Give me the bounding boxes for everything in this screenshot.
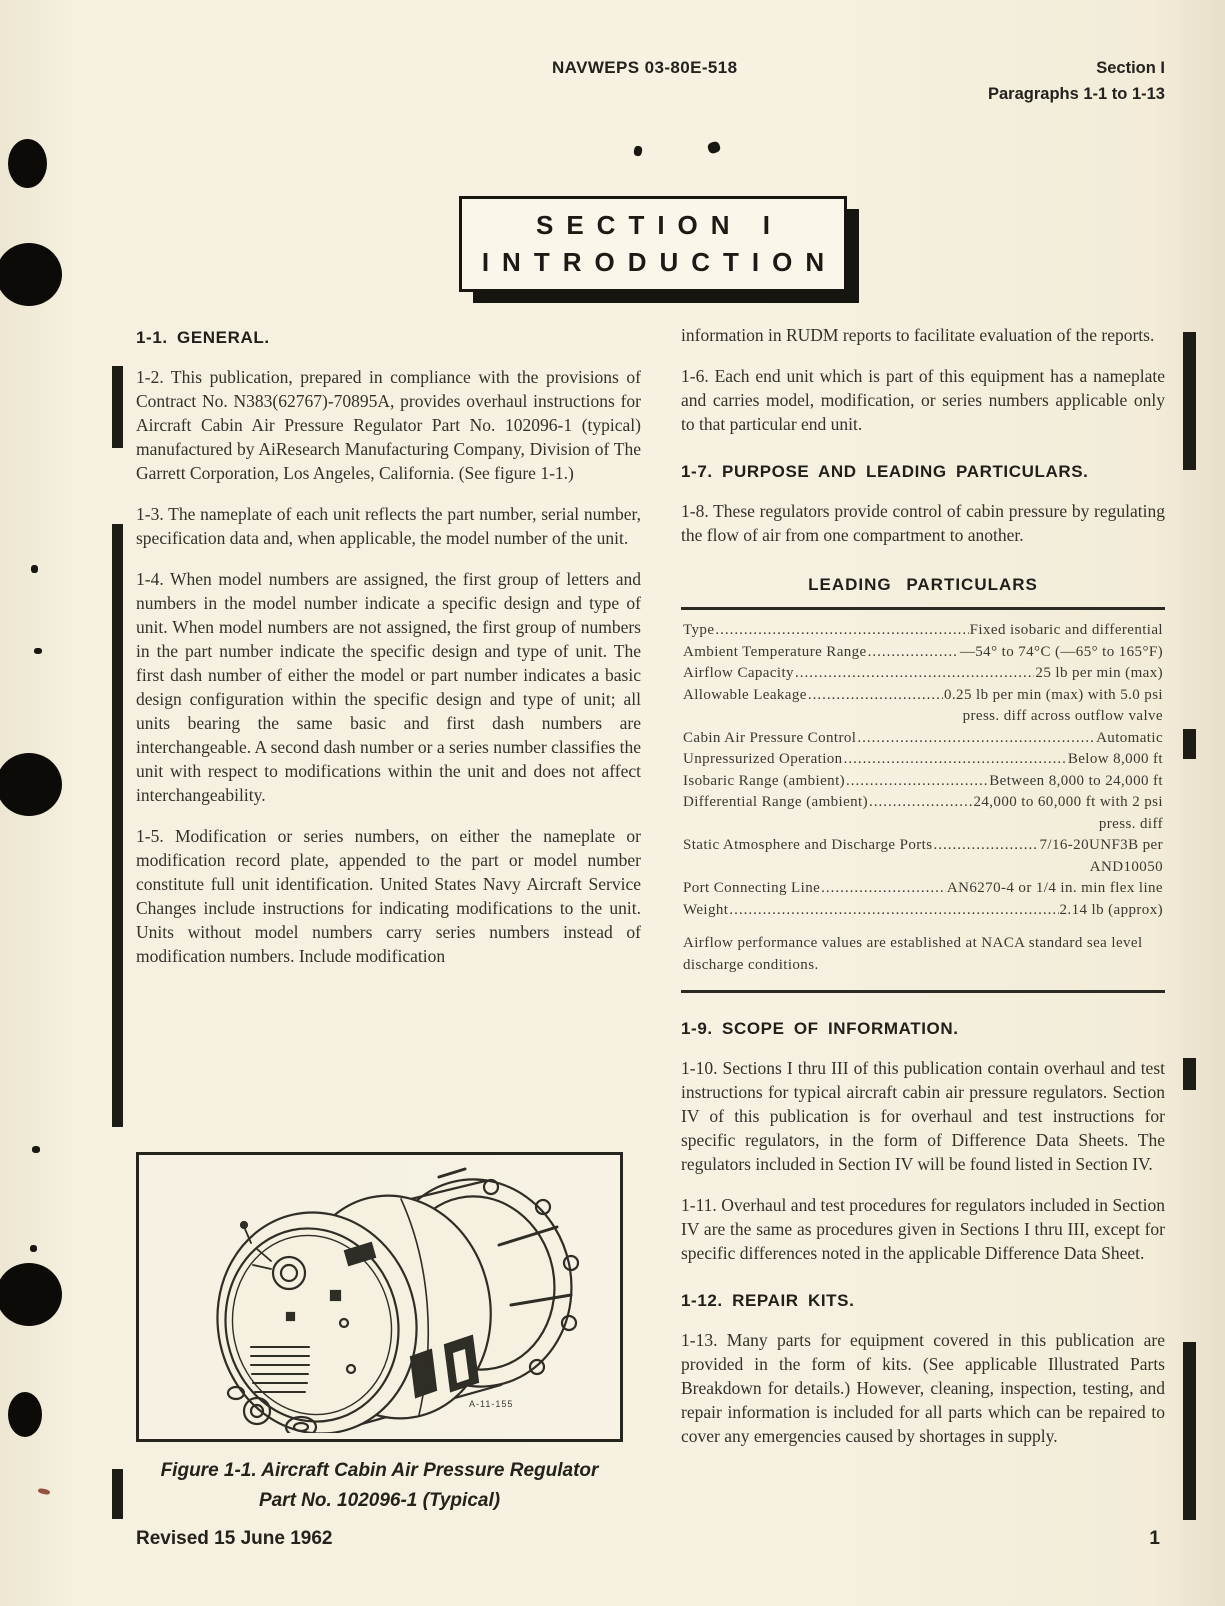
dot-leader: [844, 749, 1067, 771]
dot-leader: [857, 728, 1095, 750]
particulars-row: Differential Range (ambient) ..... 24,000 to 60,000 ft with 2 psi: [683, 792, 1163, 814]
ink-speck: [38, 1488, 51, 1495]
dot-leader: [729, 900, 1058, 922]
paragraph-1-8: 1-8. These regulators provide control of cabin pressure by regulating the flow of air from one compartment to another.: [681, 501, 1165, 545]
leading-particulars-table: [681, 607, 1165, 993]
doc-number: NAVWEPS 03-80E-518: [552, 58, 738, 77]
binder-hole: [0, 1263, 62, 1326]
change-bar: [1183, 1342, 1196, 1520]
dot-leader: [715, 620, 968, 642]
heading-1-1: 1-1. GENERAL.: [136, 328, 270, 347]
binder-hole: [8, 139, 47, 188]
header-right: [865, 55, 1165, 107]
section-title-line1: SECTION I: [535, 210, 783, 240]
dot-leader: [821, 878, 946, 900]
leading-particulars-title: LEADING PARTICULARS: [808, 575, 1038, 594]
particulars-row: Cabin Air Pressure Control ..... Automatic: [683, 728, 1163, 750]
particulars-row: Unpressurized Operation ..... Below 8,000 ft: [683, 749, 1163, 771]
change-bar: [112, 524, 123, 1127]
particulars-row: Isobaric Range (ambient) ..... Between 8,000 to 24,000 ft: [683, 771, 1163, 793]
figure-art-number: A-11-155: [469, 1399, 514, 1409]
particulars-row: Airflow Capacity ..... 25 lb per min (max): [683, 663, 1163, 685]
ink-speck: [633, 145, 642, 156]
dot-leader: [846, 771, 988, 793]
change-bar: [1183, 729, 1196, 759]
particulars-row: Allowable Leakage ..... 0.25 lb per min (max) with 5.0 psi: [683, 685, 1163, 707]
heading-1-12: 1-12. REPAIR KITS.: [681, 1291, 855, 1310]
figure-1-1-caption: [136, 1456, 623, 1516]
particulars-row: Static Atmosphere and Discharge Ports ..... 7/16-20UNF3B per: [683, 835, 1163, 857]
dot-leader: [868, 642, 959, 664]
particulars-continuation: AND10050: [1089, 858, 1163, 875]
change-bar: [112, 1469, 123, 1519]
binder-hole: [0, 243, 62, 306]
paragraph-1-13: 1-13. Many parts for equipment covered in this publication are provided in the form of kits. (See applicable Illustrated Parts Breakdown for details.) However, cleaning, inspection, testing, and repair information is included for all parts which can be repaired to cover any emergencies caused by shortages in supply.: [681, 1330, 1165, 1446]
paragraph-1-6: 1-6. Each end unit which is part of this equipment has a nameplate and carries model, modification, or series numbers applicable only to that particular end unit.: [681, 366, 1165, 434]
figure-caption-line2: Part No. 102096-1 (Typical): [258, 1490, 501, 1511]
particulars-row: Type ..... Fixed isobaric and differential: [683, 620, 1163, 642]
right-column: [681, 323, 1165, 1465]
paragraph-1-4: 1-4. When model numbers are assigned, the first group of letters and numbers in the model number indicate a specific design and type of unit. When model numbers are not assigned, the first group of numbers in the part number indicate the specific design and type of unit. The first dash number of either the model or part number indicates a basic design configuration within the specific design and type of unit; all units bearing the same basic and first dash numbers are interchangeable. A second dash number or a series number classifies the unit with respect to modifications within the unit and does not affect interchangeability.: [136, 569, 641, 805]
change-bar: [112, 366, 123, 448]
binder-hole: [8, 1392, 42, 1437]
left-column: [136, 326, 641, 985]
section-title-line2: INTRODUCTION: [481, 247, 838, 277]
dot-leader: [933, 835, 1038, 857]
ink-speck: [34, 648, 42, 654]
paragraph-1-5: 1-5. Modification or series numbers, on either the nameplate or modification record plate, appended to the part or model number constitute full unit identification. United States Navy Aircraft Service Changes include instructions for indicating modifications to the unit. Units without model numbers carry series numbers instead of modification numbers. Include modification: [136, 826, 641, 966]
ink-speck: [707, 140, 722, 154]
dot-leader: [808, 685, 943, 707]
figure-1-1-box: [136, 1152, 623, 1442]
change-bar: [1183, 1058, 1196, 1090]
ink-speck: [31, 565, 38, 573]
paragraph-1-10: 1-10. Sections I thru III of this publication contain overhaul and test instructions for typical aircraft cabin air pressure regulators. Section IV of this publication is for overhaul and test instructions for specific regulators, in the form of Difference Data Sheets. The regulators included in Section IV will be found listed in Section IV.: [681, 1058, 1165, 1174]
particulars-row: Ambient Temperature Range ..... —54° to 74°C (—65° to 165°F): [683, 642, 1163, 664]
binder-hole: [0, 753, 62, 816]
particulars-continuation: press. diff across outflow valve: [962, 708, 1163, 724]
dot-leader: [869, 792, 972, 814]
paragraph-1-5-continued: information in RUDM reports to facilitate evaluation of the reports.: [681, 325, 1155, 345]
heading-1-7: 1-7. PURPOSE AND LEADING PARTICULARS.: [681, 462, 1089, 481]
ink-speck: [30, 1245, 37, 1252]
dot-leader: [795, 663, 1034, 685]
regulator-illustration: [139, 1155, 614, 1433]
ink-speck: [32, 1146, 40, 1153]
particulars-note: Airflow performance values are established at NACA standard sea level discharge conditions.: [683, 935, 1143, 973]
page-number: 1: [1149, 1528, 1160, 1549]
heading-1-9: 1-9. SCOPE OF INFORMATION.: [681, 1019, 959, 1038]
header-section: Section I: [1096, 59, 1165, 77]
paragraph-1-11: 1-11. Overhaul and test procedures for regulators included in Section IV are the same as procedures given in Sections I thru III, except for specific differences noted in the applicable Difference Data Sheet.: [681, 1195, 1165, 1263]
section-title-box: [459, 196, 847, 292]
revision-date: Revised 15 June 1962: [136, 1528, 333, 1549]
header-paragraph-range: Paragraphs 1-1 to 1-13: [988, 85, 1165, 103]
paragraph-1-2: 1-2. This publication, prepared in compliance with the provisions of Contract No. N383(62767)-70895A, provides overhaul instructions for Aircraft Cabin Air Pressure Regulator Part No. 102096-1 (typical) manufactured by AiResearch Manufacturing Company, Division of The Garrett Corporation, Los Angeles, California. (See figure 1-1.): [136, 367, 641, 483]
particulars-continuation: press. diff: [1098, 815, 1163, 832]
paragraph-1-3: 1-3. The nameplate of each unit reflects the part number, serial number, specification data and, when applicable, the model number of the unit.: [136, 504, 641, 548]
figure-caption-line1: Figure 1-1. Aircraft Cabin Air Pressure Regulator: [160, 1460, 599, 1481]
particulars-row: Weight ..... 2.14 lb (approx): [683, 900, 1163, 922]
particulars-row: Port Connecting Line ..... AN6270-4 or 1/4 in. min flex line: [683, 878, 1163, 900]
change-bar: [1183, 332, 1196, 470]
